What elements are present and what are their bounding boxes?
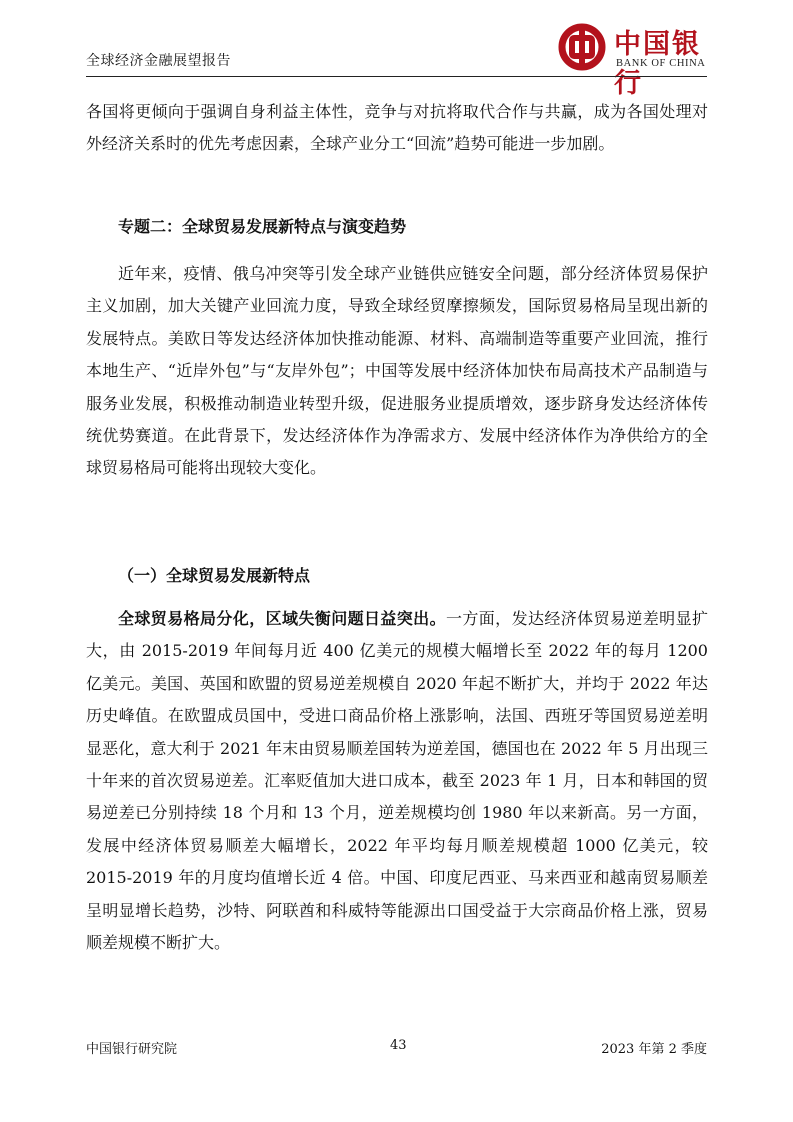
section-heading: （一）全球贸易发展新特点 <box>118 566 311 585</box>
footer-institute: 中国银行研究院 <box>86 1042 178 1057</box>
intro-paragraph-block <box>86 96 708 161</box>
footer-period: 2023 年第 2 季度 <box>601 1042 707 1057</box>
page-number: 43 <box>390 1038 407 1053</box>
trade-paragraph-block <box>86 603 708 959</box>
trade-paragraph-body: 一方面，发达经济体贸易逆差明显扩大，由 2015-2019 年间每月近 400 亿美元的规模大幅增长至 2022 年的每月 1200 亿美元。美国、英国和欧盟的贸易逆差规模自 2020 年起不断扩大，并均于 2022 年达历史峰值。在欧盟成员国中，受进口商品价格上涨影响，法国、西班牙等国贸易逆差明显恶化，意大利于 2021 年末由贸易顺差国转为逆差国，德国也在 2022 年 5 月出现三十年来的首次贸易逆差。汇率贬值加大进口成本，截至 2023 年 1 月，日本和韩国的贸易逆差已分别持续 18 个月和 13 个月，逆差规模均创 1980 年以来新高。另一方面，发展中经济体贸易顺差大幅增长，2022 年平均每月顺差规模超 1000 亿美元，较 2015-2019 年的月度均值增长近 4 倍。中国、印度尼西亚、马来西亚和越南贸易顺差呈明显增长趋势，沙特、阿联酋和科威特等能源出口国受益于大宗商品价格上涨，贸易顺差规模不断扩大。 <box>86 609 708 953</box>
trade-paragraph-lead: 全球贸易格局分化，区域失衡问题日益突出。 <box>118 609 446 628</box>
logo-chinese-name: 中国银行 <box>614 29 701 99</box>
topic-heading: 专题二：全球贸易发展新特点与演变趋势 <box>118 217 407 236</box>
trade-paragraph <box>86 603 708 959</box>
intro-paragraph: 各国将更倾向于强调自身利益主体性，竞争与对抗将取代合作与共赢，成为各国处理对外经济关系时的优先考虑因素，全球产业分工“回流”趋势可能进一步加剧。 <box>86 102 708 154</box>
background-paragraph: 近年来，疫情、俄乌冲突等引发全球产业链供应链安全问题，部分经济体贸易保护主义加剧，加大关键产业回流力度，导致全球经贸摩擦频发，国际贸易格局呈现出新的发展特点。美欧日等发达经济体加快推动能源、材料、高端制造等重要产业回流，推行本地生产、“近岸外包”与“友岸外包”；中国等发展中经济体加快布局高技术产品制造与服务业发展，积极推动制造业转型升级，促进服务业提质增效，逐步跻身发达经济体传统优势赛道。在此背景下，发达经济体作为净需求方、发展中经济体作为净供给方的全球贸易格局可能将出现较大变化。 <box>86 264 708 478</box>
report-title: 全球经济金融展望报告 <box>86 53 231 69</box>
bank-logo <box>558 20 718 99</box>
logo-english-name: BANK OF CHINA <box>616 58 706 69</box>
bank-of-china-emblem-icon <box>558 23 606 71</box>
background-paragraph-block <box>86 258 708 485</box>
header-divider <box>86 76 707 77</box>
